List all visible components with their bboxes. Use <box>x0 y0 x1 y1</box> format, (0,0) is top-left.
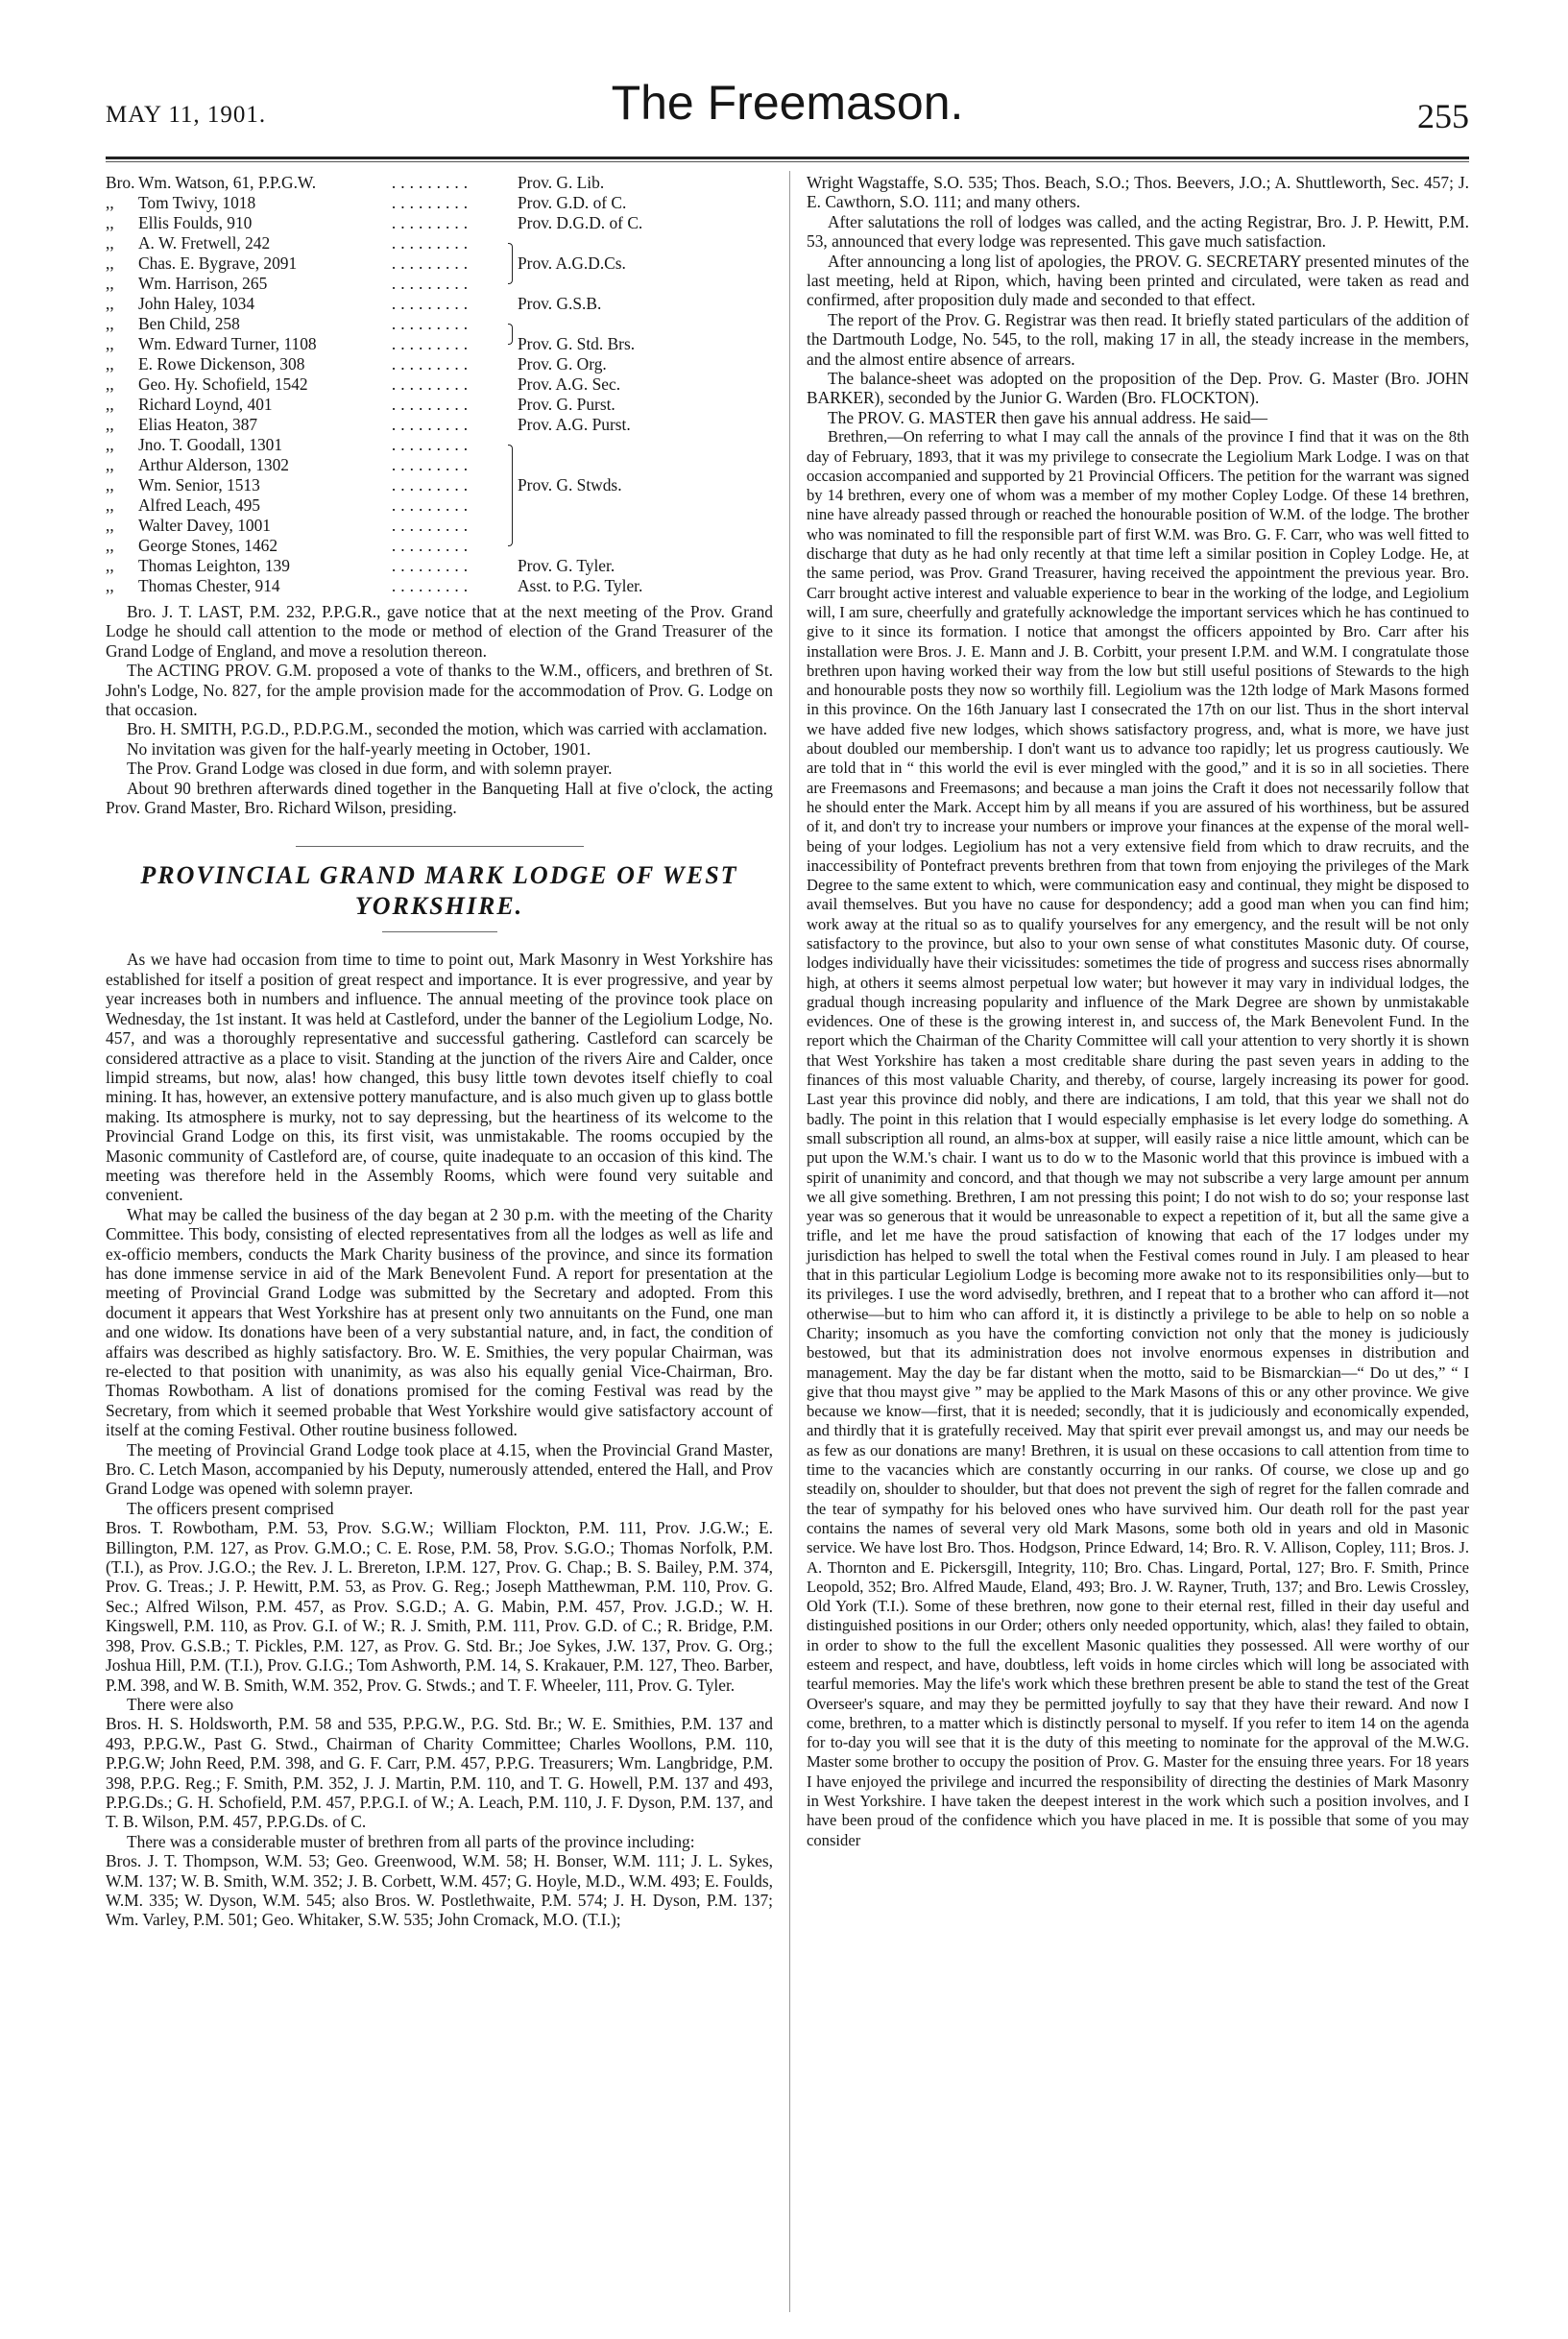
leader-dots: ......... <box>391 374 473 395</box>
officer-name: A. W. Fretwell, 242 <box>138 233 271 253</box>
leader-dots: ......... <box>391 576 473 596</box>
officer-prefix: ,, <box>106 334 114 354</box>
officer-row <box>106 193 773 213</box>
page-number: 255 <box>1417 97 1469 135</box>
brace-middle <box>502 455 518 475</box>
leader-dots: ......... <box>391 536 473 556</box>
brace-top <box>502 233 518 253</box>
paragraph: Bro. H. SMITH, P.G.D., P.D.P.G.M., seconded the motion, which was carried with acclamation. <box>127 719 768 739</box>
brace-none <box>502 193 518 213</box>
brace-bottom <box>502 274 518 294</box>
brace-top <box>502 314 518 334</box>
officer-name: Chas. E. Bygrave, 2091 <box>138 253 298 274</box>
leader-dots: ......... <box>391 294 473 314</box>
leader-dots: ......... <box>391 415 473 435</box>
address-text: Brethren,—On referring to what I may call the annals of the province I find that it was on the 8th day of February, 1893, that it was my privilege to consecrate the Legiolium Mark Lodge. I was on that occasion accompanied and supported by 21 Provincial Officers. The petition for the warrant was signed by 14 brethren, every one of whom was a member of my mother Copley Lodge. Of these 14 brethren, nine have already passed through or reached the honourable position of W.M. of the lodge. The brother who was nominated to fill the responsible part of first W.M. was Bro. G. F. Carr, who was well fitted to discharge that duty as he had only recently at that time left a similar position in Copley Lodge. He, at the same period, was Prov. Grand Treasurer, having received the appointment the previous year. Bro. Carr brought active interest and valuable experience to bear in the working of the lodge, and Legiolium will, I am sure, cheerfully and gratefully acknowledge the important services which he has continued to give to it since its formation. I notice that amongst the officers appointed by Bro. Carr after his installation were Bros. J. E. Mann and J. B. Corbitt, your present I.P.M. and W.M. I congratulate those brethren upon having worked their way from the low but still useful positions of Stewards to the high and honourable posts they now so worthily fill. Legiolium was the 12th lodge of Mark Masons formed in this province. On the 16th January last I consecrated the 17th on our list. Thus in the short interval we have added five new lodges, which shows satisfactory progress, and, what is more, we have just about doubled our membership. I don't want us to advance too rapidly; let us progress cautiously. We are told that in “ this world the evil is ever mingled with the good,” and it is so in all societies. There are Freemasons and Freemasons; and because a man joins the Craft it does not necessarily follow that he should enter the Mark. Accept him by all means if you are assured of his worthiness, but be assured of it, and don't try to increase your numbers or improve your finances at the expense of the moral well-being of your lodges. Legiolium has not a very extensive field from which to draw recruits, and the inaccessibility of Pontefract prevents brethren from that town from enjoying the privileges of the Mark Degree to the same extent to which, were communication easy and continual, they might be disposed to avail themselves. But you have no cause for despondency; add a good man when you can find him; work away at the ritual so as to qualify yourselves for any emergency, and the result will be not only satisfactory to the province, but also to your own sense of what constitutes Masonic duty. Of course, lodges individually have their vicissitudes: sometimes the tide of progress and success rises abnormally high, at others it seems almost perpetual low water; but however it may vary in individual lodges, the gradual though increasing popularity and influence of the Mark Degree are shown by unmistakable evidences. One of these is the growing interest in, and success of, the Mark Benevolent Fund. In the report which the Chairman of the Charity Committee will call your attention to very shortly it is shown that West Yorkshire has taken a most creditable share during the past seven years in adding to the finances of this most valuable Charity, and thereby, of course, largely increasing its power for good. Last year this province did nobly, and there are indications, I am told, that this year we shall not do badly. The point in this relation that I would especially emphasise is let every lodge do something. A small subscription all round, an alms-box at supper, will easily raise a nice little amount, which can be put upon the W.M.'s chair. I want us to do w to the Masonic world that this province is imbued with a spirit of unanimity and concord, and that though we may not subscribe a very large amount per annum we all give something. Brethren, I am not pressing this point; I do not wish to do so; your response last year was so generous that it would be unreasonable to expect a repetition of it, but all the same give a trifle, and let me have the proud satisfaction of knowing that each of the 17 lodges under my jurisdiction has helped to swell the total when the Festival comes round in July. I am pleased to hear that in this particular Legiolium Lodge is becoming more awake not to its responsibilities only—but to its privileges. I use the word advisedly, brethren, and I repeat that to a brother who can afford it—not otherwise—but to him who can afford it, it is distinctly a privilege to be able to help on so noble a Charity; insomuch as you have the comforting conviction not only that the money is judiciously bestowed, but that its administration does not involve enormous expenses in distribution and management. May the day be far distant when the motto, said to be Bismarckian—“ Do ut des,” “ I give that thou mayst give ” may be applied to the Mark Masons of this or any other province. We give because we know—first, that it is needed; secondly, that it is judiciously and economically expended, and thirdly that it is gratefully received. May that spirit ever prevail amongst us, and may our needs be as few as our donations are many! Brethren, it is usual on these occasions to call attention from time to time to the vacancies which are constantly occurring in our ranks. Of course, we close up and go steadily on, shoulder to shoulder, but that does not prevent the sigh of regret for the fallen comrade and the tear of sympathy for his beloved ones who have survived him. Our death roll for the past year contains the names of several very old Mark Masons, some both old in years and old in Masonic service. We have lost Bro. Thos. Hodgson, Prince Edward, 14; Bro. R. V. Allison, Copley, 111; Bros. J. A. Thornton and E. Pickersgill, Integrity, 110; Bro. Chas. Lingard, Portal, 127; Bro. F. Smith, Prince Leopold, 352; Bro. Alfred Maude, Eland, 493; Bro. J. W. Rayner, Truth, 137; and Bro. Lewis Crossley, Old York (T.I.). Some of these brethren, now gone to their eternal rest, filled in their day useful and distinguished positions in our Order; others only needed opportunity, which, alas! they failed to obtain, in order to show to the full the excellent Masonic qualities they possessed. All were worthy of our esteem and respect, and have, doubtless, left voids in home circles which will long be associated with tearful memories. May the life's work which these brethren present be able to stand the test of the Great Overseer's square, and may they be permitted joyfully to say that they have their reward. And now I come, brethren, to a matter which is distinctly personal to myself. If you refer to item 14 on the agenda for to-day you will see that it is the duty of this meeting to nominate for the approval of the M.W.G. Master some brother to occupy the position of Prov. G. Master for the ensuing three years. For 18 years I have enjoyed the privilege and incurred the responsibility of directing the destinies of Mark Masonry in West Yorkshire. I have taken the deepest interest in the work which such a position involves, and I have been proud of the confidence which you have placed in me. It is possible that some of you may consider <box>807 427 1469 1849</box>
officer-prefix: ,, <box>106 475 114 495</box>
column-divider <box>789 171 790 2312</box>
officer-office: Prov. G. Purst. <box>518 395 615 415</box>
officer-name: Tom Twivy, 1018 <box>138 193 256 213</box>
officer-office: Prov. G. Std. Brs. <box>518 334 636 354</box>
officer-row <box>106 415 773 435</box>
brace-top <box>502 435 518 455</box>
leader-dots: ......... <box>391 233 473 253</box>
officer-row <box>106 495 773 516</box>
officer-office: Prov. A.G. Sec. <box>518 374 621 395</box>
masthead <box>106 75 1469 142</box>
officer-prefix: ,, <box>106 516 114 536</box>
officer-prefix: ,, <box>106 495 114 516</box>
paragraph: The meeting of Provincial Grand Lodge took place at 4.15, when the Provincial Grand Master, Bro. C. Letch Mason, accompanied by his Deputy, numerously attended, entered the Hall, and Prov Grand Lodge was opened with solemn prayer. <box>106 1439 773 1499</box>
brace-none <box>502 294 518 314</box>
leader-dots: ......... <box>391 455 473 475</box>
officer-office: Prov. A.G.D.Cs. <box>518 253 626 274</box>
officer-row <box>106 556 773 576</box>
officer-prefix: ,, <box>106 536 114 556</box>
officer-prefix: ,, <box>106 274 114 294</box>
leader-dots: ......... <box>391 173 473 193</box>
leader-dots: ......... <box>391 253 473 274</box>
leader-dots: ......... <box>391 213 473 233</box>
officer-prefix: ,, <box>106 354 114 374</box>
paragraph: After salutations the roll of lodges was called, and the acting Registrar, Bro. J. P. Hewitt, P.M. 53, announced that every lodge was represented. This gave much satisfaction. <box>807 211 1469 252</box>
officer-prefix: ,, <box>106 253 114 274</box>
heading-underline <box>382 931 497 932</box>
officer-name: John Haley, 1034 <box>138 294 255 314</box>
brace-none <box>502 213 518 233</box>
officer-row <box>106 314 773 334</box>
leader-dots: ......... <box>391 314 473 334</box>
officer-name: Wm. Edward Turner, 1108 <box>138 334 317 354</box>
officer-prefix: ,, <box>106 233 114 253</box>
officer-row <box>106 294 773 314</box>
officer-name: Thomas Chester, 914 <box>138 576 280 596</box>
officer-name: E. Rowe Dickenson, 308 <box>138 354 305 374</box>
officer-office: Prov. D.G.D. of C. <box>518 213 643 233</box>
paragraph: There was a considerable muster of brethren from all parts of the province including: <box>127 1831 695 1851</box>
officer-row <box>106 576 773 596</box>
brace-none <box>502 576 518 596</box>
officer-office: Prov. G. Org. <box>518 354 607 374</box>
officer-name: Thomas Leighton, 139 <box>138 556 290 576</box>
paragraph: The balance-sheet was adopted on the proposition of the Dep. Prov. G. Master (Bro. JOHN BARKER), seconded by the Junior G. Warden (Bro. FLOCKTON). <box>807 369 1469 408</box>
officers-present-list: Bros. T. Rowbotham, P.M. 53, Prov. S.G.W.; William Flockton, P.M. 111, Prov. J.G.W.; E. Billington, P.M. 127, as Prov. G.M.O.; C. E. Rose, P.M. 58, Prov. S.G.O.; Thomas Norfolk, P.M. (T.I.), as Prov. J.G.O.; the Rev. J. L. Brereton, I.P.M. 127, Prov. G. Chap.; B. S. Bailey, P.M. 374, Prov. G. Treas.; J. P. Hewitt, P.M. 53, as Prov. G. Reg.; Joseph Matthewman, P.M. 110, Prov. G. Sec.; Alfred Wilson, P.M. 457, as Prov. S.G.D.; A. G. Mabin, P.M. 457, Prov. J.G.D.; W. H. Kingswell, P.M. 110, as Prov. G.I. of W.; R. J. Smith, P.M. 111, Prov. G.D. of C.; R. Bridge, P.M. 398, Prov. G.S.B.; T. Pickles, P.M. 127, as Prov. G. Std. Br.; Joe Sykes, J.W. 137, Prov. G. Org.; Joshua Hill, P.M. (T.I.), Prov. G.I.G.; Tom Ashworth, P.M. 14, S. Krakauer, P.M. 127, Theo. Barber, P.M. 398, and W. B. Smith, W.M. 352, Prov. G. Stwds.; and T. F. Wheeler, 111, Prov. G. Tyler. <box>106 1518 773 1695</box>
officer-row <box>106 354 773 374</box>
paragraph: As we have had occasion from time to time to point out, Mark Masonry in West Yorkshire has established for itself a position of great respect and importance. It is ever progressive, and year by year increases both in numbers and influence. The annual meeting of the province took place on Wednesday, the 1st instant. It was held at Castleford, under the banner of the Legiolium Lodge, No. 457, and was a thoroughly representative and successful gathering. Castleford can scarcely be considered attractive as a place to visit. Standing at the junction of the rivers Aire and Calder, once limpid streams, but now, alas! how changed, this busy little town devotes itself chiefly to coal mining. It has, however, an extensive pottery manufacture, and is also much given up to glass bottle making. Its atmosphere is murky, not to say depressing, but the heartiness of its welcome to the Provincial Grand Lodge on this, its first visit, was unmistakable. The rooms occupied by the Masonic community of Castleford are, of course, quite inadequate to an occasion of this kind. The meeting was therefore held in the Assembly Rooms, which were found very suitable and convenient. <box>106 950 773 1205</box>
brace-middle <box>502 253 518 274</box>
leader-dots: ......... <box>391 516 473 536</box>
officer-list <box>106 173 773 596</box>
brace-middle <box>502 516 518 536</box>
leader-dots: ......... <box>391 475 473 495</box>
officer-name: Jno. T. Goodall, 1301 <box>138 435 283 455</box>
brace-none <box>502 354 518 374</box>
brace-middle <box>502 475 518 495</box>
also-present-list: Bros. H. S. Holdsworth, P.M. 58 and 535, P.P.G.W., P.G. Std. Br.; W. E. Smithies, P.M. 137 and 493, P.P.G.W., Past G. Stwd., Chairman of Charity Committee; Charles Woollons, P.M. 110, P.P.G.W; John Reed, P.M. 398, and G. F. Carr, P.M. 457, P.P.G. Treasurers; Wm. Langbridge, P.M. 398, P.P.G. Reg.; F. Smith, P.M. 352, J. J. Martin, P.M. 110, and T. G. Howell, P.M. 137 and 493, P.P.G.Ds.; G. H. Schofield, P.M. 457, P.P.G.I. of W.; A. Leach, P.M. 110, J. F. Dyson, P.M. 137, and T. B. Wilson, P.M. 457, P.P.G.Ds. of C. <box>106 1714 773 1832</box>
officer-office: Prov. G. Stwds. <box>518 475 622 495</box>
officer-name: Wm. Watson, 61, P.P.G.W. <box>138 173 317 193</box>
brace-bottom <box>502 334 518 354</box>
officer-row <box>106 374 773 395</box>
paragraph: The PROV. G. MASTER then gave his annual address. He said— <box>828 407 1268 427</box>
officer-name: Arthur Alderson, 1302 <box>138 455 289 475</box>
officer-row <box>106 516 773 536</box>
officer-name: Walter Davey, 1001 <box>138 516 271 536</box>
brace-none <box>502 173 518 193</box>
section-rule <box>296 846 584 847</box>
paragraph: The officers present comprised <box>127 1498 334 1518</box>
brace-none <box>502 415 518 435</box>
officer-office: Prov. A.G. Purst. <box>518 415 631 435</box>
officer-name: Geo. Hy. Schofield, 1542 <box>138 374 308 395</box>
officer-row <box>106 475 773 495</box>
officer-name: Ellis Foulds, 910 <box>138 213 253 233</box>
leader-dots: ......... <box>391 193 473 213</box>
issue-date: MAY 11, 1901. <box>106 102 267 128</box>
officer-row <box>106 274 773 294</box>
officer-name: Wm. Harrison, 265 <box>138 274 268 294</box>
officer-prefix: ,, <box>106 374 114 395</box>
officer-office: Prov. G.S.B. <box>518 294 602 314</box>
officer-prefix: ,, <box>106 455 114 475</box>
paragraph: The Prov. Grand Lodge was closed in due form, and with solemn prayer. <box>127 759 613 779</box>
brace-none <box>502 374 518 395</box>
officer-name: Alfred Leach, 495 <box>138 495 260 516</box>
section-heading: PROVINCIAL GRAND MARK LODGE OF WEST YORKSHIRE. <box>140 861 738 921</box>
officer-row <box>106 173 773 193</box>
officer-office: Prov. G. Lib. <box>518 173 605 193</box>
paragraph: The ACTING PROV. G.M. proposed a vote of thanks to the W.M., officers, and brethren of St. John's Lodge, No. 827, for the ample provision made for the accommodation of Prov. G. Lodge on that occasion. <box>106 661 773 720</box>
officer-prefix: ,, <box>106 294 114 314</box>
paragraph: About 90 brethren afterwards dined together in the Banqueting Hall at five o'clock, the acting Prov. Grand Master, Bro. Richard Wilson, presiding. <box>106 778 773 818</box>
officer-row <box>106 435 773 455</box>
officer-name: Elias Heaton, 387 <box>138 415 258 435</box>
officer-office: Prov. G. Tyler. <box>518 556 615 576</box>
paragraph: The report of the Prov. G. Registrar was then read. It briefly stated particulars of the addition of the Dartmouth Lodge, No. 545, to the roll, making 17 in all, the steady increase in the members, and the almost entire absence of arrears. <box>807 309 1469 369</box>
officer-row <box>106 253 773 274</box>
officer-prefix: ,, <box>106 395 114 415</box>
header-rule-thin <box>106 161 1469 162</box>
officer-row <box>106 233 773 253</box>
paragraph: Wright Wagstaffe, S.O. 535; Thos. Beach, S.O.; Thos. Beevers, J.O.; A. Shuttleworth, Sec. 457; J. E. Cawthorn, S.O. 111; and many others. <box>807 173 1469 212</box>
left-column <box>106 173 773 1930</box>
officer-prefix: ,, <box>106 415 114 435</box>
paragraph: After announcing a long list of apologies, the PROV. G. SECRETARY presented minutes of the last meeting, held at Ripon, which, having been printed and circulated, were taken as read and confirmed, after proposition duly made and seconded to that effect. <box>807 251 1469 310</box>
officer-prefix: ,, <box>106 193 114 213</box>
officer-name: Wm. Senior, 1513 <box>138 475 260 495</box>
officer-prefix: ,, <box>106 213 114 233</box>
newspaper-title: The Freemason. <box>611 76 964 130</box>
officer-office: Asst. to P.G. Tyler. <box>518 576 643 596</box>
right-column <box>807 173 1469 1850</box>
brace-bottom <box>502 536 518 556</box>
paragraph: No invitation was given for the half-yearly meeting in October, 1901. <box>127 738 591 759</box>
officer-name: Ben Child, 258 <box>138 314 240 334</box>
officer-prefix: ,, <box>106 556 114 576</box>
officer-row <box>106 455 773 475</box>
brace-middle <box>502 495 518 516</box>
leader-dots: ......... <box>391 495 473 516</box>
officer-row <box>106 536 773 556</box>
paragraph: Bro. J. T. LAST, P.M. 232, P.P.G.R., gave notice that at the next meeting of the Prov. Grand Lodge he should call attention to the mode or method of election of the Grand Treasurer of the Grand Lodge of England, and move a resolution thereon. <box>106 602 773 661</box>
leader-dots: ......... <box>391 274 473 294</box>
officer-name: George Stones, 1462 <box>138 536 278 556</box>
officer-row <box>106 213 773 233</box>
officer-prefix: Bro. <box>106 173 135 193</box>
officer-row <box>106 395 773 415</box>
leader-dots: ......... <box>391 435 473 455</box>
leader-dots: ......... <box>391 354 473 374</box>
leader-dots: ......... <box>391 334 473 354</box>
brace-none <box>502 556 518 576</box>
officer-prefix: ,, <box>106 435 114 455</box>
paragraph: What may be called the business of the day began at 2 30 p.m. with the meeting of the Charity Committee. This body, consisting of elected representatives from all the lodges as well as life and ex-officio members, conducts the Mark Charity business of the province, and since its formation has done immense service in aid of the Mark Benevolent Fund. A report for presentation at the meeting of Provincial Grand Lodge was submitted by the Secretary and adopted. From this document it appears that West Yorkshire has at present only two annuitants on the Fund, one man and one widow. Its donations have been of a very substantial nature, and, in fact, the condition of affairs was described as highly satisfactory. Bro. W. E. Smithies, the very popular Chairman, was re-elected to that position with unanimity, as was also his equally genial Vice-Chairman, Bro. Thomas Rowbotham. A list of donations promised for the coming Festival was read by the Secretary, from which it seemed probable that West Yorkshire would give satisfactory account of itself at the coming Festival. Other routine business followed. <box>106 1204 773 1440</box>
officer-name: Richard Loynd, 401 <box>138 395 273 415</box>
officer-office: Prov. G.D. of C. <box>518 193 627 213</box>
officer-prefix: ,, <box>106 576 114 596</box>
paragraph: There were also <box>127 1694 234 1714</box>
muster-list: Bros. J. T. Thompson, W.M. 53; Geo. Greenwood, W.M. 58; H. Bonser, W.M. 111; J. L. Sykes, W.M. 137; W. B. Smith, W.M. 352; J. B. Corbett, W.M. 457; G. Hoyle, M.D., W.M. 493; E. Foulds, W.M. 335; W. Dyson, W.M. 545; also Bros. W. Postlethwaite, P.M. 574; J. H. Dyson, P.M. 137; Wm. Varley, P.M. 501; Geo. Whitaker, S.W. 535; John Cromack, M.O. (T.I.); <box>106 1851 773 1930</box>
leader-dots: ......... <box>391 395 473 415</box>
officer-row <box>106 334 773 354</box>
brace-none <box>502 395 518 415</box>
header-rule-thick <box>106 157 1469 159</box>
leader-dots: ......... <box>391 556 473 576</box>
officer-prefix: ,, <box>106 314 114 334</box>
